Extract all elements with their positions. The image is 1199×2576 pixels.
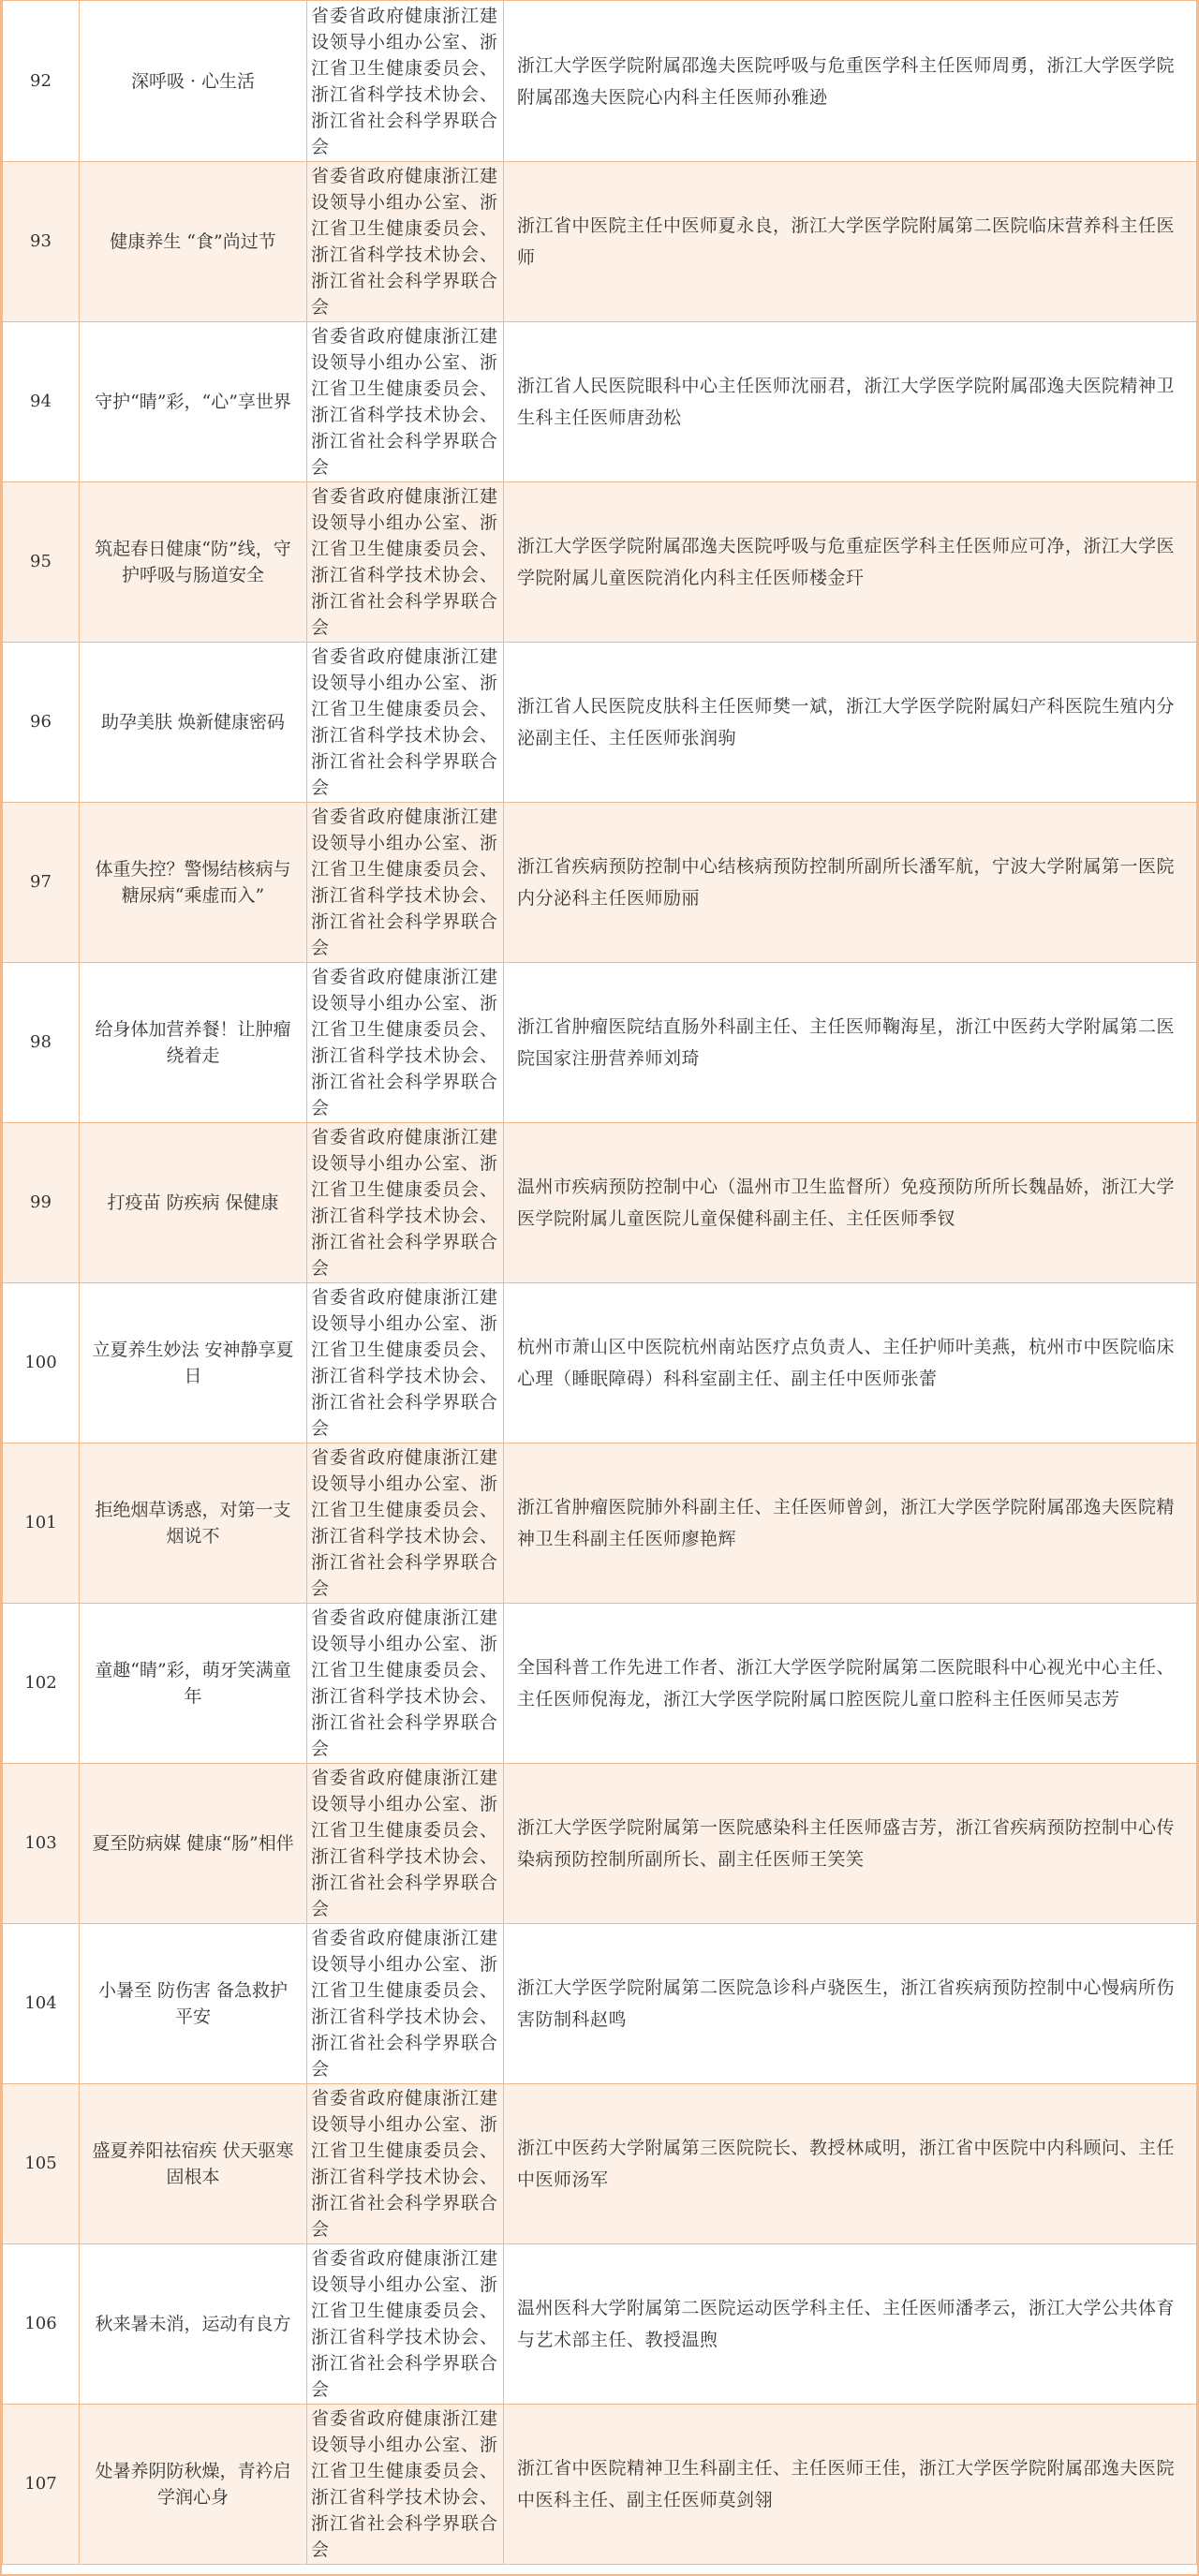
row-number-text: 97	[30, 872, 52, 892]
row-title-text: 立夏养生妙法 安神静享夏日	[92, 1340, 294, 1386]
row-experts-cell	[504, 2405, 1197, 2565]
table-row	[3, 1, 1197, 162]
table-row	[3, 2244, 1197, 2405]
row-number-cell	[3, 1443, 80, 1604]
row-experts-cell	[504, 1443, 1197, 1604]
row-experts-cell	[504, 162, 1197, 322]
row-experts-cell	[504, 1123, 1197, 1283]
row-title-cell	[80, 1283, 307, 1443]
row-experts-cell	[504, 963, 1197, 1123]
row-organizer-cell	[307, 963, 504, 1123]
row-number-cell	[3, 2244, 80, 2405]
table-row	[3, 1283, 1197, 1443]
row-title-text: 小暑至 防伤害 备急救护平安	[97, 1980, 289, 2027]
table-row	[3, 1123, 1197, 1283]
row-experts-cell	[504, 322, 1197, 482]
row-experts-text: 浙江省肿瘤医院结直肠外科副主任、主任医师鞠海星，浙江中医药大学附属第二医院国家注册营养师刘琦	[517, 1016, 1176, 1069]
row-number-cell	[3, 482, 80, 643]
row-organizer-text: 省委省政府健康浙江建设领导小组办公室、浙江省卫生健康委员会、浙江省科学技术协会、浙江省社会科学界联合会	[311, 967, 499, 1118]
row-organizer-text: 省委省政府健康浙江建设领导小组办公室、浙江省卫生健康委员会、浙江省科学技术协会、浙江省社会科学界联合会	[311, 1928, 499, 2080]
row-title-cell	[80, 1924, 307, 2084]
row-organizer-text: 省委省政府健康浙江建设领导小组办公室、浙江省卫生健康委员会、浙江省科学技术协会、浙江省社会科学界联合会	[311, 326, 499, 478]
row-experts-text: 浙江省中医院精神卫生科副主任、主任医师王佳，浙江大学医学院附属邵逸夫医院中医科主任、副主任医师莫剑翎	[517, 2458, 1176, 2510]
row-organizer-text: 省委省政府健康浙江建设领导小组办公室、浙江省卫生健康委员会、浙江省科学技术协会、浙江省社会科学界联合会	[311, 1768, 499, 1919]
row-experts-text: 温州医科大学附属第二医院运动医学科主任、主任医师潘孝云，浙江大学公共体育与艺术部主任、教授温煦	[517, 2298, 1176, 2350]
row-title-cell	[80, 963, 307, 1123]
row-title-cell	[80, 1123, 307, 1283]
row-number-cell	[3, 1604, 80, 1764]
row-title-text: 处暑养阴防秋燥，青衿启学润心身	[95, 2461, 291, 2508]
row-title-cell	[80, 2405, 307, 2565]
table-row	[3, 1924, 1197, 2084]
row-experts-cell	[504, 1924, 1197, 2084]
table-row	[3, 2084, 1197, 2244]
row-experts-cell	[504, 2244, 1197, 2405]
row-organizer-text: 省委省政府健康浙江建设领导小组办公室、浙江省卫生健康委员会、浙江省科学技术协会、浙江省社会科学界联合会	[311, 807, 499, 958]
row-organizer-cell	[307, 322, 504, 482]
row-experts-text: 浙江省人民医院皮肤科主任医师樊一斌，浙江大学医学院附属妇产科医院生殖内分泌副主任、主任医师张润驹	[517, 696, 1176, 748]
table-row	[3, 162, 1197, 322]
row-organizer-text: 省委省政府健康浙江建设领导小组办公室、浙江省卫生健康委员会、浙江省科学技术协会、浙江省社会科学界联合会	[311, 2088, 499, 2240]
row-title-cell	[80, 482, 307, 643]
row-experts-text: 浙江省人民医院眼科中心主任医师沈丽君，浙江大学医学院附属邵逸夫医院精神卫生科主任医师唐劲松	[517, 376, 1176, 428]
row-title-text: 秋来暑未消，运动有良方	[95, 2314, 291, 2334]
row-experts-cell	[504, 2084, 1197, 2244]
row-title-cell	[80, 643, 307, 803]
table-row	[3, 643, 1197, 803]
row-organizer-cell	[307, 1123, 504, 1283]
row-experts-text: 全国科普工作先进工作者、浙江大学医学院附属第二医院眼科中心视光中心主任、主任医师倪海龙，浙江大学医学院附属口腔医院儿童口腔科主任医师吴志芳	[517, 1657, 1176, 1710]
row-experts-text: 浙江大学医学院附属邵逸夫医院呼吸与危重症医学科主任医师应可净，浙江大学医学院附属儿童医院消化内科主任医师楼金玕	[517, 536, 1176, 588]
row-organizer-text: 省委省政府健康浙江建设领导小组办公室、浙江省卫生健康委员会、浙江省科学技术协会、浙江省社会科学界联合会	[311, 1287, 499, 1439]
row-experts-cell	[504, 1283, 1197, 1443]
row-number-cell	[3, 1764, 80, 1924]
row-experts-text: 浙江大学医学院附属第二医院急诊科卢骁医生，浙江省疾病预防控制中心慢病所伤害防制科赵鸣	[517, 1977, 1176, 2030]
row-number-text: 103	[24, 1833, 57, 1853]
row-experts-text: 浙江大学医学院附属第一医院感染科主任医师盛吉芳，浙江省疾病预防控制中心传染病预防控制所副所长、副主任医师王笑笑	[517, 1817, 1176, 1870]
row-organizer-cell	[307, 482, 504, 643]
row-organizer-cell	[307, 803, 504, 963]
row-organizer-text: 省委省政府健康浙江建设领导小组办公室、浙江省卫生健康委员会、浙江省科学技术协会、浙江省社会科学界联合会	[311, 486, 499, 638]
row-experts-cell	[504, 1604, 1197, 1764]
row-number-text: 106	[24, 2314, 57, 2333]
row-title-text: 童趣“睛”彩，萌牙笑满童年	[95, 1660, 291, 1707]
row-title-text: 拒绝烟草诱惑，对第一支烟说不	[95, 1500, 291, 1547]
row-organizer-cell	[307, 1443, 504, 1604]
row-number-cell	[3, 1, 80, 162]
table-row	[3, 2405, 1197, 2565]
row-organizer-text: 省委省政府健康浙江建设领导小组办公室、浙江省卫生健康委员会、浙江省科学技术协会、浙江省社会科学界联合会	[311, 2248, 499, 2400]
table-row	[3, 963, 1197, 1123]
row-number-cell	[3, 643, 80, 803]
row-experts-cell	[504, 643, 1197, 803]
row-number-cell	[3, 1924, 80, 2084]
row-experts-text: 温州市疾病预防控制中心（温州市卫生监督所）免疫预防所所长魏晶娇，浙江大学医学院附属儿童医院儿童保健科副主任、主任医师季钗	[517, 1177, 1176, 1229]
row-number-cell	[3, 803, 80, 963]
row-title-text: 守护“睛”彩，“心”享世界	[95, 392, 291, 412]
row-number-text: 94	[30, 392, 52, 411]
row-title-cell	[80, 2084, 307, 2244]
row-organizer-cell	[307, 1764, 504, 1924]
row-title-text: 筑起春日健康“防”线，守护呼吸与肠道安全	[95, 539, 291, 585]
row-number-cell	[3, 1283, 80, 1443]
row-experts-text: 浙江大学医学院附属邵逸夫医院呼吸与危重医学科主任医师周勇，浙江大学医学院附属邵逸夫医院心内科主任医师孙雅逊	[517, 54, 1176, 108]
row-organizer-cell	[307, 1283, 504, 1443]
row-number-text: 96	[30, 712, 52, 732]
row-experts-text: 浙江省肿瘤医院肺外科副主任、主任医师曾剑，浙江大学医学院附属邵逸夫医院精神卫生科副主任医师廖艳辉	[517, 1497, 1176, 1549]
row-number-text: 98	[30, 1032, 52, 1052]
row-experts-text: 杭州市萧山区中医院杭州南站医疗点负责人、主任护师叶美燕，杭州市中医院临床心理（睡眠障碍）科科室副主任、副主任中医师张蕾	[517, 1337, 1176, 1389]
row-title-cell	[80, 1443, 307, 1604]
row-organizer-cell	[307, 1604, 504, 1764]
row-organizer-cell	[307, 2084, 504, 2244]
row-title-text: 打疫苗 防疾病 保健康	[107, 1192, 279, 1213]
row-organizer-cell	[307, 1, 504, 162]
row-organizer-cell	[307, 2405, 504, 2565]
row-number-cell	[3, 322, 80, 482]
row-title-text: 盛夏养阳祛宿疾 伏天驱寒固根本	[92, 2140, 294, 2187]
row-experts-cell	[504, 1, 1197, 162]
row-title-cell	[80, 1604, 307, 1764]
row-number-text: 102	[24, 1673, 57, 1693]
row-number-text: 101	[24, 1513, 57, 1532]
row-number-cell	[3, 963, 80, 1123]
row-experts-text: 浙江省中医院主任中医师夏永良，浙江大学医学院附属第二医院临床营养科主任医师	[517, 215, 1176, 268]
row-experts-cell	[504, 1764, 1197, 1924]
table-row	[3, 1764, 1197, 1924]
row-organizer-text: 省委省政府健康浙江建设领导小组办公室、浙江省卫生健康委员会、浙江省科学技术协会、浙江省社会科学界联合会	[311, 1447, 499, 1599]
row-title-text: 夏至防病媒 健康“肠”相伴	[92, 1833, 294, 1854]
row-number-cell	[3, 162, 80, 322]
row-number-text: 93	[30, 231, 52, 251]
row-organizer-cell	[307, 162, 504, 322]
row-number-text: 95	[30, 552, 52, 571]
row-number-text: 92	[30, 70, 52, 91]
row-experts-text: 浙江省疾病预防控制中心结核病预防控制所副所长潘军航，宁波大学附属第一医院内分泌科主任医师励丽	[517, 856, 1176, 909]
row-title-text: 健康养生 “食”尚过节	[110, 231, 276, 252]
row-number-cell	[3, 2405, 80, 2565]
row-title-cell	[80, 2244, 307, 2405]
row-organizer-text: 省委省政府健康浙江建设领导小组办公室、浙江省卫生健康委员会、浙江省科学技术协会、浙江省社会科学界联合会	[311, 166, 499, 318]
table-row	[3, 322, 1197, 482]
row-title-text: 体重失控？警惕结核病与糖尿病“乘虚而入”	[95, 859, 291, 906]
row-number-text: 105	[24, 2154, 57, 2173]
row-number-cell	[3, 2084, 80, 2244]
row-title-cell	[80, 1764, 307, 1924]
row-number-text: 99	[30, 1192, 52, 1212]
row-title-text: 助孕美肤 焕新健康密码	[100, 712, 286, 733]
row-number-cell	[3, 1123, 80, 1283]
row-number-text: 100	[24, 1353, 57, 1372]
row-title-text: 深呼吸 · 心生活	[130, 70, 256, 92]
row-experts-cell	[504, 803, 1197, 963]
program-table	[2, 0, 1197, 2565]
row-organizer-cell	[307, 643, 504, 803]
table-row	[3, 1443, 1197, 1604]
row-title-cell	[80, 803, 307, 963]
row-organizer-text: 省委省政府健康浙江建设领导小组办公室、浙江省卫生健康委员会、浙江省科学技术协会、浙江省社会科学界联合会	[311, 1607, 499, 1759]
program-table-body	[3, 1, 1197, 2565]
row-title-text: 给身体加营养餐！让肿瘤绕着走	[95, 1019, 291, 1066]
row-organizer-text: 省委省政府健康浙江建设领导小组办公室、浙江省卫生健康委员会、浙江省科学技术协会、浙江省社会科学界联合会	[311, 646, 499, 798]
table-row	[3, 482, 1197, 643]
table-row	[3, 1604, 1197, 1764]
row-organizer-text: 省委省政府健康浙江建设领导小组办公室、浙江省卫生健康委员会、浙江省科学技术协会、浙江省社会科学界联合会	[311, 5, 499, 157]
row-organizer-cell	[307, 1924, 504, 2084]
row-title-cell	[80, 1, 307, 162]
row-title-cell	[80, 322, 307, 482]
row-experts-text: 浙江中医药大学附属第三医院院长、教授林咸明，浙江省中医院中内科顾问、主任中医师汤军	[517, 2138, 1176, 2190]
table-row	[3, 803, 1197, 963]
row-number-text: 104	[24, 1993, 57, 2013]
row-title-cell	[80, 162, 307, 322]
row-number-text: 107	[24, 2474, 57, 2494]
row-organizer-text: 省委省政府健康浙江建设领导小组办公室、浙江省卫生健康委员会、浙江省科学技术协会、浙江省社会科学界联合会	[311, 2408, 499, 2560]
row-organizer-cell	[307, 2244, 504, 2405]
row-experts-cell	[504, 482, 1197, 643]
row-organizer-text: 省委省政府健康浙江建设领导小组办公室、浙江省卫生健康委员会、浙江省科学技术协会、浙江省社会科学界联合会	[311, 1127, 499, 1279]
